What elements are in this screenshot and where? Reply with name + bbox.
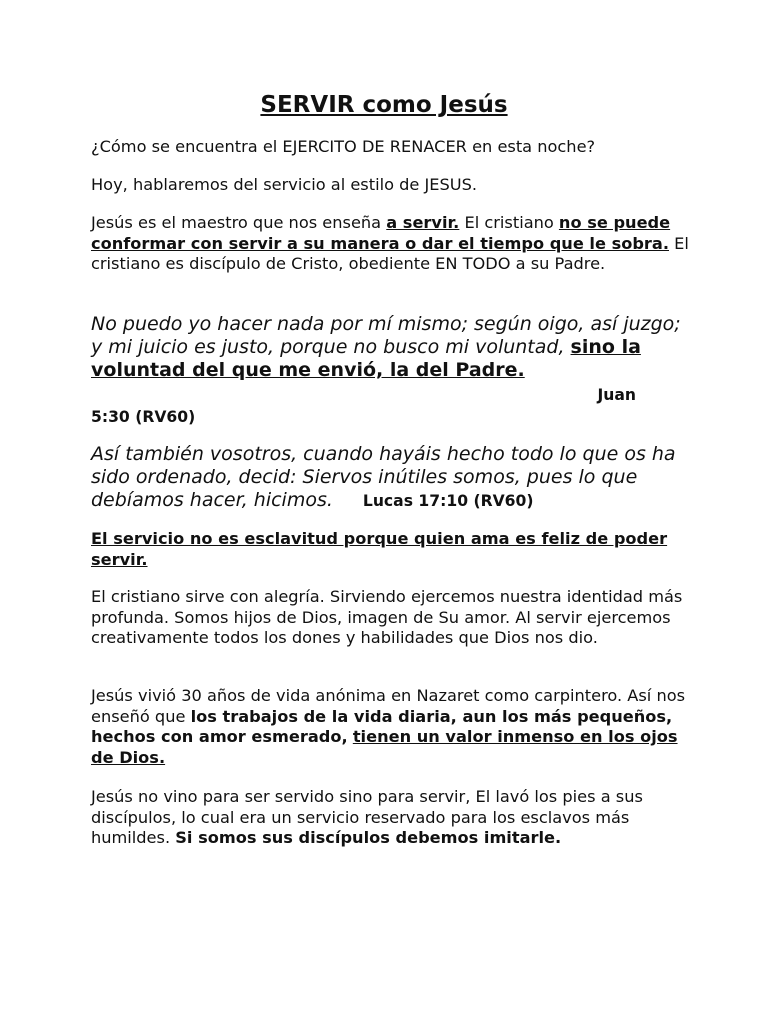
paragraph-intro: Hoy, hablaremos del servicio al estilo de JESUS. <box>91 175 478 194</box>
paragraph-washing-feet <box>91 787 686 849</box>
text-span: El cristiano <box>459 213 559 232</box>
paragraph-teacher <box>91 213 691 275</box>
paragraph-greeting: ¿Cómo se encuentra el EJERCITO DE RENACER en esta noche? <box>91 137 596 156</box>
emphasis-imitate: Si somos sus discípulos debemos imitarle. <box>175 828 562 847</box>
quote-juan-reference <box>91 384 636 428</box>
reference-book: Juan <box>597 386 636 404</box>
text-span: Jesús es el maestro que nos enseña <box>91 213 387 232</box>
quote-lucas-reference: Lucas 17:10 (RV60) <box>362 491 534 510</box>
emphasis-immense-value: tienen un valor inmenso en los ojos de Dios. <box>91 727 678 767</box>
quote-text: Así también vosotros, cuando hayáis hecho todo lo que os ha sido ordenado, decid: Siervos inútiles somos, pues lo que debíamos hacer, hicimos. <box>91 443 676 511</box>
quote-emphasis: sino la voluntad del que me envió, la del Padre. <box>91 336 641 381</box>
emphasis-daily-work: los trabajos de la vida diaria, aun los más pequeños, hechos con amor esmerado, <box>91 706 673 746</box>
text-span: Jesús vivió 30 años de vida anónima en Nazaret como carpintero. Así nos enseñó que <box>91 686 686 726</box>
emphasis-a-servir: a servir. <box>386 213 460 232</box>
paragraph-not-slavery: El servicio no es esclavitud porque quien ama es feliz de poder servir. <box>91 529 668 569</box>
text-span: Jesús no vino para ser servido sino para servir, El lavó los pies a sus discípulos, lo cual era un servicio reservado para los esclavos más humildes. <box>91 787 643 847</box>
quote-juan <box>91 313 691 382</box>
emphasis-no-se-puede: no se puede conformar con servir a su manera o dar el tiempo que le sobra. <box>91 213 671 253</box>
text-span: El cristiano es discípulo de Cristo, obediente EN TODO a su Padre. <box>91 233 689 273</box>
paragraph-joy: El cristiano sirve con alegría. Sirviendo ejercemos nuestra identidad más profunda. Somos hijos de Dios, imagen de Su amor. Al servir ejercemos creativamente todos los dones y habilidades que Dios nos dio. <box>91 587 683 647</box>
quote-lucas <box>91 443 691 512</box>
paragraph-nazaret <box>91 686 691 768</box>
quote-text: No puedo yo hacer nada por mí mismo; según oigo, así juzgo; y mi juicio es justo, porque no busco mi voluntad, <box>91 313 681 358</box>
document-title: SERVIR como Jesús <box>260 92 508 118</box>
reference-verse: 5:30 (RV60) <box>91 408 196 426</box>
